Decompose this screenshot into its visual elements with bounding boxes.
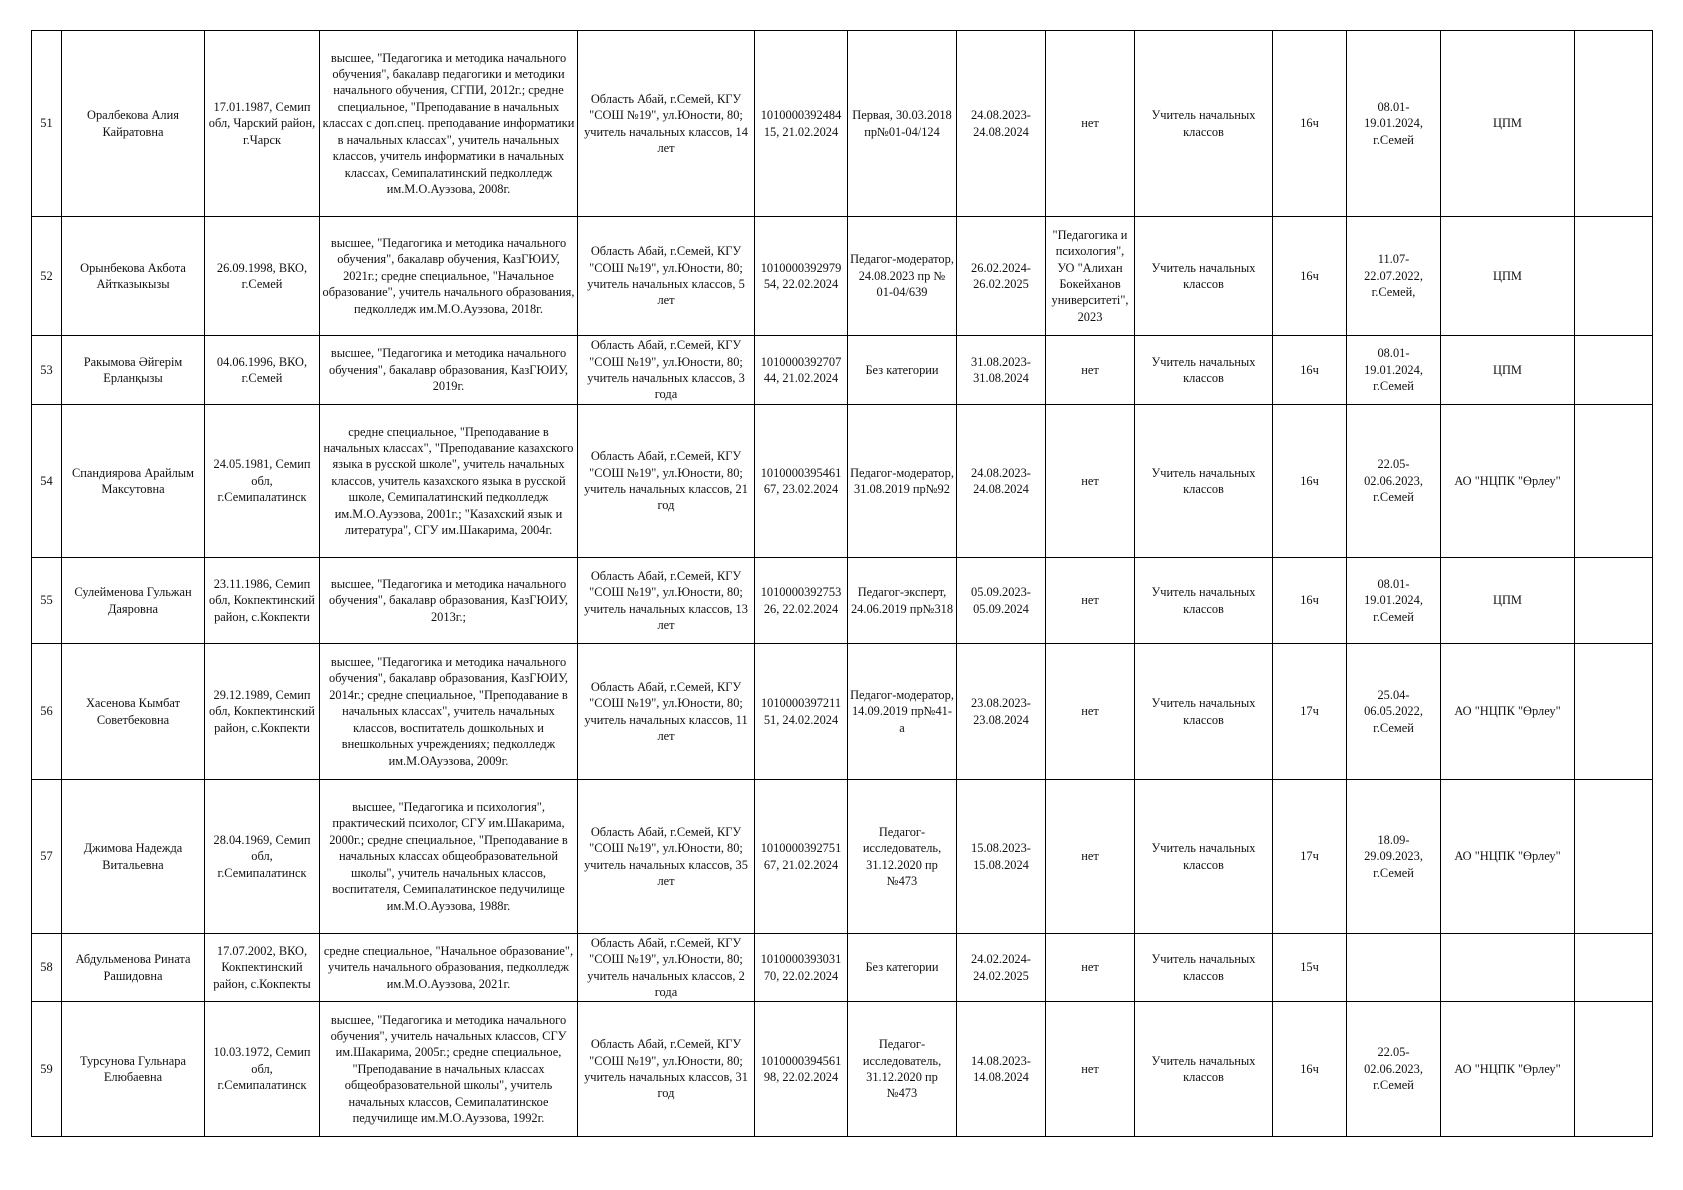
birth-info-cell: 17.07.2002, ВКО, Кокпектинский район, с.Кокпекты: [205, 934, 320, 1002]
validity-period-cell: 24.08.2023- 24.08.2024: [957, 405, 1046, 558]
hours-cell: 16ч: [1273, 217, 1347, 336]
note-cell: [1575, 780, 1653, 934]
course-dates-cell: 08.01- 19.01.2024, г.Семей: [1347, 336, 1441, 405]
document-number-cell: 1010000392751 67, 21.02.2024: [755, 780, 848, 934]
course-organization-cell: АО "НЦПК "Өрлеу": [1441, 644, 1575, 780]
birth-info-cell: 29.12.1989, Семип обл, Кокпектинский район, с.Кокпекти: [205, 644, 320, 780]
table-row: [32, 558, 1653, 644]
document-number-cell: 1010000392484 15, 21.02.2024: [755, 31, 848, 217]
education-cell: высшее, "Педагогика и методика начального обучения", бакалавр образования, КазГЮИУ, 2014г.; средне специальное, "Преподавание в начальных классах", учитель начальных классов, воспитатель дошкольных и внешкольных учреждениях; педколледж им.М.ОАуэзова, 2009г.: [320, 644, 578, 780]
category-cell: Педагог-модератор, 31.08.2019 пр№92: [848, 405, 957, 558]
category-cell: Педагог-модератор, 24.08.2023 пр № 01-04/639: [848, 217, 957, 336]
table-body: [32, 31, 1653, 1137]
position-cell: Учитель начальных классов: [1135, 1002, 1273, 1137]
row-number-cell: 54: [32, 405, 62, 558]
course-dates-cell: 18.09- 29.09.2023, г.Семей: [1347, 780, 1441, 934]
hours-cell: 17ч: [1273, 780, 1347, 934]
category-cell: Педагог-эксперт, 24.06.2019 пр№318: [848, 558, 957, 644]
workplace-cell: Область Абай, г.Семей, КГУ "СОШ №19", ул.Юности, 80; учитель начальных классов, 14 лет: [578, 31, 755, 217]
position-cell: Учитель начальных классов: [1135, 336, 1273, 405]
workplace-cell: Область Абай, г.Семей, КГУ "СОШ №19", ул.Юности, 80; учитель начальных классов, 35 лет: [578, 780, 755, 934]
table-row: [32, 644, 1653, 780]
row-number-cell: 55: [32, 558, 62, 644]
additional-education-cell: нет: [1046, 934, 1135, 1002]
course-dates-cell: 08.01- 19.01.2024, г.Семей: [1347, 31, 1441, 217]
education-cell: высшее, "Педагогика и методика начального обучения", бакалавр обучения, КазГЮИУ, 2021г.; средне специальное, "Начальное образование", учитель начального образования, педколледж им.М.О.Ауэзова, 2018г.: [320, 217, 578, 336]
workplace-cell: Область Абай, г.Семей, КГУ "СОШ №19", ул.Юности, 80; учитель начальных классов, 21 год: [578, 405, 755, 558]
row-number-cell: 51: [32, 31, 62, 217]
hours-cell: 17ч: [1273, 644, 1347, 780]
workplace-cell: Область Абай, г.Семей, КГУ "СОШ №19", ул.Юности, 80; учитель начальных классов, 5 лет: [578, 217, 755, 336]
full-name-cell: Сулейменова Гульжан Даяровна: [62, 558, 205, 644]
note-cell: [1575, 405, 1653, 558]
workplace-cell: Область Абай, г.Семей, КГУ "СОШ №19", ул.Юности, 80; учитель начальных классов, 13 лет: [578, 558, 755, 644]
additional-education-cell: нет: [1046, 336, 1135, 405]
validity-period-cell: 23.08.2023- 23.08.2024: [957, 644, 1046, 780]
course-organization-cell: АО "НЦПК "Өрлеу": [1441, 1002, 1575, 1137]
validity-period-cell: 15.08.2023- 15.08.2024: [957, 780, 1046, 934]
document-page: [31, 30, 1652, 1137]
validity-period-cell: 05.09.2023- 05.09.2024: [957, 558, 1046, 644]
full-name-cell: Абдульменова Рината Рашидовна: [62, 934, 205, 1002]
course-dates-cell: 22.05- 02.06.2023, г.Семей: [1347, 405, 1441, 558]
hours-cell: 16ч: [1273, 405, 1347, 558]
position-cell: Учитель начальных классов: [1135, 780, 1273, 934]
row-number-cell: 57: [32, 780, 62, 934]
category-cell: Первая, 30.03.2018 пр№01-04/124: [848, 31, 957, 217]
category-cell: Педагог-модератор, 14.09.2019 пр№41-а: [848, 644, 957, 780]
hours-cell: 16ч: [1273, 1002, 1347, 1137]
validity-period-cell: 31.08.2023- 31.08.2024: [957, 336, 1046, 405]
validity-period-cell: 14.08.2023- 14.08.2024: [957, 1002, 1046, 1137]
full-name-cell: Орынбекова Акбота Айтказыкызы: [62, 217, 205, 336]
course-organization-cell: ЦПМ: [1441, 31, 1575, 217]
document-number-cell: 1010000395461 67, 23.02.2024: [755, 405, 848, 558]
category-cell: Без категории: [848, 336, 957, 405]
course-dates-cell: 25.04- 06.05.2022, г.Семей: [1347, 644, 1441, 780]
document-number-cell: 1010000392707 44, 21.02.2024: [755, 336, 848, 405]
birth-info-cell: 17.01.1987, Семип обл, Чарский район, г.Чарск: [205, 31, 320, 217]
additional-education-cell: нет: [1046, 558, 1135, 644]
course-dates-cell: 11.07- 22.07.2022, г.Семей,: [1347, 217, 1441, 336]
course-organization-cell: ЦПМ: [1441, 336, 1575, 405]
category-cell: Педагог-исследователь, 31.12.2020 пр №473: [848, 780, 957, 934]
course-organization-cell: ЦПМ: [1441, 217, 1575, 336]
document-number-cell: 1010000397211 51, 24.02.2024: [755, 644, 848, 780]
hours-cell: 16ч: [1273, 558, 1347, 644]
category-cell: Педагог-исследователь, 31.12.2020 пр №473: [848, 1002, 957, 1137]
row-number-cell: 56: [32, 644, 62, 780]
hours-cell: 16ч: [1273, 31, 1347, 217]
hours-cell: 15ч: [1273, 934, 1347, 1002]
full-name-cell: Джимова Надежда Витальевна: [62, 780, 205, 934]
table-row: [32, 31, 1653, 217]
position-cell: Учитель начальных классов: [1135, 405, 1273, 558]
course-dates-cell: 22.05- 02.06.2023, г.Семей: [1347, 1002, 1441, 1137]
birth-info-cell: 10.03.1972, Семип обл, г.Семипалатинск: [205, 1002, 320, 1137]
birth-info-cell: 24.05.1981, Семип обл, г.Семипалатинск: [205, 405, 320, 558]
table-row: [32, 1002, 1653, 1137]
course-dates-cell: 08.01- 19.01.2024, г.Семей: [1347, 558, 1441, 644]
birth-info-cell: 28.04.1969, Семип обл, г.Семипалатинск: [205, 780, 320, 934]
education-cell: высшее, "Педагогика и методика начального обучения", бакалавр педагогики и методики начального обучения, СГПИ, 2012г.; средне специальное, "Преподавание в начальных классах с доп.спец. преподавание информатики в начальных классах", учитель начальных классов, учитель информатики в начальных классах, Семипалатинский педколледж им.М.О.Ауэзова, 2008г.: [320, 31, 578, 217]
additional-education-cell: нет: [1046, 644, 1135, 780]
row-number-cell: 58: [32, 934, 62, 1002]
note-cell: [1575, 644, 1653, 780]
full-name-cell: Ракымова Әйгерім Ерланқызы: [62, 336, 205, 405]
education-cell: высшее, "Педагогика и методика начального обучения", бакалавр образования, КазГЮИУ, 2013г.;: [320, 558, 578, 644]
birth-info-cell: 26.09.1998, ВКО, г.Семей: [205, 217, 320, 336]
document-number-cell: 1010000394561 98, 22.02.2024: [755, 1002, 848, 1137]
course-organization-cell: [1441, 934, 1575, 1002]
note-cell: [1575, 558, 1653, 644]
course-dates-cell: [1347, 934, 1441, 1002]
workplace-cell: Область Абай, г.Семей, КГУ "СОШ №19", ул.Юности, 80; учитель начальных классов, 11 лет: [578, 644, 755, 780]
row-number-cell: 52: [32, 217, 62, 336]
full-name-cell: Спандиярова Арайлым Максутовна: [62, 405, 205, 558]
note-cell: [1575, 31, 1653, 217]
validity-period-cell: 24.02.2024- 24.02.2025: [957, 934, 1046, 1002]
table-row: [32, 780, 1653, 934]
document-number-cell: 1010000392979 54, 22.02.2024: [755, 217, 848, 336]
workplace-cell: Область Абай, г.Семей, КГУ "СОШ №19", ул.Юности, 80; учитель начальных классов, 2 года: [578, 934, 755, 1002]
education-cell: средне специальное, "Преподавание в начальных классах", "Преподавание казахского языка в русской школе", учитель начальных классов, учитель казахского языка в русской школе, Семипалатинский педколледж им.М.О.Ауэзова, 2001г.; "Казахский язык и литература", СГУ им.Шакарима, 2004г.: [320, 405, 578, 558]
position-cell: Учитель начальных классов: [1135, 934, 1273, 1002]
note-cell: [1575, 336, 1653, 405]
full-name-cell: Оралбекова Алия Кайратовна: [62, 31, 205, 217]
additional-education-cell: нет: [1046, 31, 1135, 217]
full-name-cell: Турсунова Гульнара Елюбаевна: [62, 1002, 205, 1137]
table-row: [32, 336, 1653, 405]
course-organization-cell: АО "НЦПК "Өрлеу": [1441, 405, 1575, 558]
category-cell: Без категории: [848, 934, 957, 1002]
additional-education-cell: нет: [1046, 405, 1135, 558]
note-cell: [1575, 217, 1653, 336]
workplace-cell: Область Абай, г.Семей, КГУ "СОШ №19", ул.Юности, 80; учитель начальных классов, 31 год: [578, 1002, 755, 1137]
validity-period-cell: 26.02.2024- 26.02.2025: [957, 217, 1046, 336]
additional-education-cell: нет: [1046, 780, 1135, 934]
position-cell: Учитель начальных классов: [1135, 558, 1273, 644]
education-cell: высшее, "Педагогика и методика начального обучения", бакалавр образования, КазГЮИУ, 2019г.: [320, 336, 578, 405]
table-row: [32, 934, 1653, 1002]
document-number-cell: 1010000393031 70, 22.02.2024: [755, 934, 848, 1002]
position-cell: Учитель начальных классов: [1135, 31, 1273, 217]
birth-info-cell: 04.06.1996, ВКО, г.Семей: [205, 336, 320, 405]
row-number-cell: 59: [32, 1002, 62, 1137]
education-cell: высшее, "Педагогика и методика начального обучения", учитель начальных классов, СГУ им.Шакарима, 2005г.; средне специальное, "Преподавание в начальных классах общеобразовательной школы", учитель начальных классов, Семипалатинское педучилище им.М.О.Ауэзова, 1992г.: [320, 1002, 578, 1137]
document-number-cell: 1010000392753 26, 22.02.2024: [755, 558, 848, 644]
row-number-cell: 53: [32, 336, 62, 405]
note-cell: [1575, 1002, 1653, 1137]
table-row: [32, 405, 1653, 558]
birth-info-cell: 23.11.1986, Семип обл, Кокпектинский район, с.Кокпекти: [205, 558, 320, 644]
workplace-cell: Область Абай, г.Семей, КГУ "СОШ №19", ул.Юности, 80; учитель начальных классов, 3 года: [578, 336, 755, 405]
additional-education-cell: нет: [1046, 1002, 1135, 1137]
education-cell: высшее, "Педагогика и психология", практический психолог, СГУ им.Шакарима, 2000г.; средне специальное, "Преподавание в начальных классах общеобразовательной школы", учитель начальных классов, воспитателя, Семипалатинское педучилище им.М.О.Ауэзова, 1988г.: [320, 780, 578, 934]
table-row: [32, 217, 1653, 336]
full-name-cell: Хасенова Кымбат Советбековна: [62, 644, 205, 780]
additional-education-cell: "Педагогика и психология", УО "Алихан Бокейханов университеті", 2023: [1046, 217, 1135, 336]
course-organization-cell: ЦПМ: [1441, 558, 1575, 644]
position-cell: Учитель начальных классов: [1135, 644, 1273, 780]
education-cell: средне специальное, "Начальное образование", учитель начального образования, педколледж им.М.О.Ауэзова, 2021г.: [320, 934, 578, 1002]
hours-cell: 16ч: [1273, 336, 1347, 405]
note-cell: [1575, 934, 1653, 1002]
course-organization-cell: АО "НЦПК "Өрлеу": [1441, 780, 1575, 934]
position-cell: Учитель начальных классов: [1135, 217, 1273, 336]
staff-table: [31, 30, 1653, 1137]
validity-period-cell: 24.08.2023- 24.08.2024: [957, 31, 1046, 217]
